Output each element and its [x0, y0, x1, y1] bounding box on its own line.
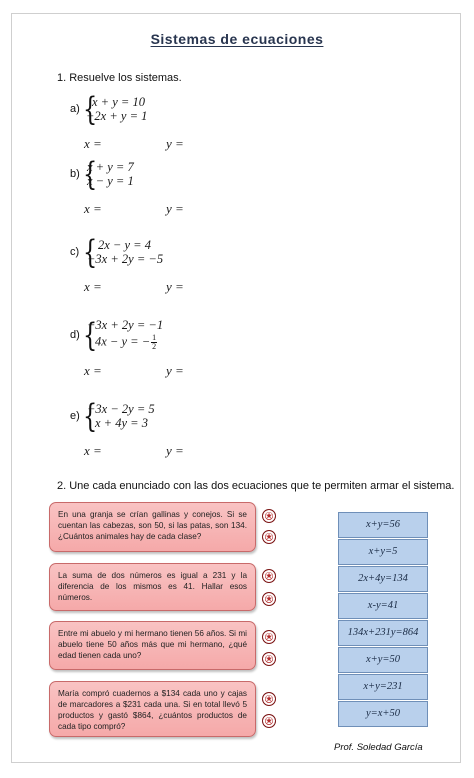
system-c-eq1: 2x − y = 4	[98, 238, 151, 252]
question-2-heading: 2. Une cada enunciado con las dos ecuaciones que te permiten armar el sistema.	[57, 480, 455, 492]
system-e-label: e)	[70, 410, 80, 422]
problem-card-4: María compró cuadernos a $134 cada uno y cajas de marcadores a $231 cada una. Si en total llevó 5 productos y gastó $864, ¿cuántos productos de cada tipo compró?	[49, 681, 256, 737]
connector-target-icon[interactable]: ✪	[262, 714, 276, 728]
system-b-eq1: x + y = 7	[87, 160, 134, 174]
equation-option-2[interactable]: x+y=5	[338, 539, 428, 565]
author-credit: Prof. Soledad García	[334, 742, 423, 753]
system-d-eq2	[95, 334, 157, 351]
question-1-heading: 1. Resuelve los sistemas.	[57, 72, 182, 84]
connector-target-icon[interactable]: ✪	[262, 652, 276, 666]
system-e-x-answer[interactable]: x =	[84, 443, 102, 458]
system-c-eq2: −3x + 2y = −5	[87, 252, 164, 266]
connector-target-icon[interactable]: ✪	[262, 530, 276, 544]
problem-card-3: Entre mi abuelo y mi hermano tienen 56 años. Si mi abuelo tiene 50 años más que mi hermano, ¿qué edad tienen cada uno?	[49, 621, 256, 670]
system-a-y-answer[interactable]: y =	[166, 136, 184, 151]
system-a-eq1: x + y = 10	[92, 95, 145, 109]
equation-option-4[interactable]: x-y=41	[338, 593, 428, 619]
system-d-brace: {	[83, 316, 98, 354]
system-e-eq1: −3x − 2y = 5	[87, 402, 155, 416]
equation-option-1[interactable]: x+y=56	[338, 512, 428, 538]
system-a-label: a)	[70, 103, 80, 115]
equation-option-3[interactable]: 2x+4y=134	[338, 566, 428, 592]
system-d-label: d)	[70, 329, 80, 341]
connector-target-icon[interactable]: ✪	[262, 692, 276, 706]
system-e-y-answer[interactable]: y =	[166, 443, 184, 458]
system-d-fraction	[151, 334, 157, 351]
system-e-eq2: x + 4y = 3	[95, 416, 148, 430]
page-title: Sistemas de ecuaciones	[150, 31, 324, 47]
problem-card-1: En una granja se crían gallinas y conejos. Si se cuentan las cabezas, son 50, si las patas, son 134. ¿Cuántos animales hay de cada clase?	[49, 502, 256, 552]
system-d-eq1: −3x + 2y = −1	[87, 318, 164, 332]
system-c-y-answer[interactable]: y =	[166, 279, 184, 294]
connector-target-icon[interactable]: ✪	[262, 569, 276, 583]
system-c-brace: {	[83, 233, 98, 271]
system-a-brace: {	[83, 90, 98, 128]
system-b-y-answer[interactable]: y =	[166, 201, 184, 216]
equation-option-6[interactable]: x+y=50	[338, 647, 428, 673]
system-c-x-answer[interactable]: x =	[84, 279, 102, 294]
system-b-eq2: x − y = 1	[87, 174, 134, 188]
connector-target-icon[interactable]: ✪	[262, 509, 276, 523]
fraction-denominator: 2	[152, 342, 157, 351]
equation-option-7[interactable]: x+y=231	[338, 674, 428, 700]
system-d-y-answer[interactable]: y =	[166, 363, 184, 378]
system-b-label: b)	[70, 168, 80, 180]
system-e-brace: {	[83, 397, 98, 435]
system-b-x-answer[interactable]: x =	[84, 201, 102, 216]
equation-option-8[interactable]: y=x+50	[338, 701, 428, 727]
system-d-eq2-text: 4x − y = −	[95, 334, 151, 349]
system-a-eq2: −2x + y = 1	[86, 109, 148, 123]
equation-option-5[interactable]: 134x+231y=864	[338, 620, 428, 646]
problem-card-2: La suma de dos números es igual a 231 y la diferencia de los mismos es 41. Hallar esos números.	[49, 563, 256, 611]
connector-target-icon[interactable]: ✪	[262, 630, 276, 644]
system-b-brace: {	[83, 155, 98, 193]
fraction-numerator: 1	[152, 333, 157, 342]
system-d-x-answer[interactable]: x =	[84, 363, 102, 378]
system-a-x-answer[interactable]: x =	[84, 136, 102, 151]
connector-target-icon[interactable]: ✪	[262, 592, 276, 606]
system-c-label: c)	[70, 246, 80, 258]
